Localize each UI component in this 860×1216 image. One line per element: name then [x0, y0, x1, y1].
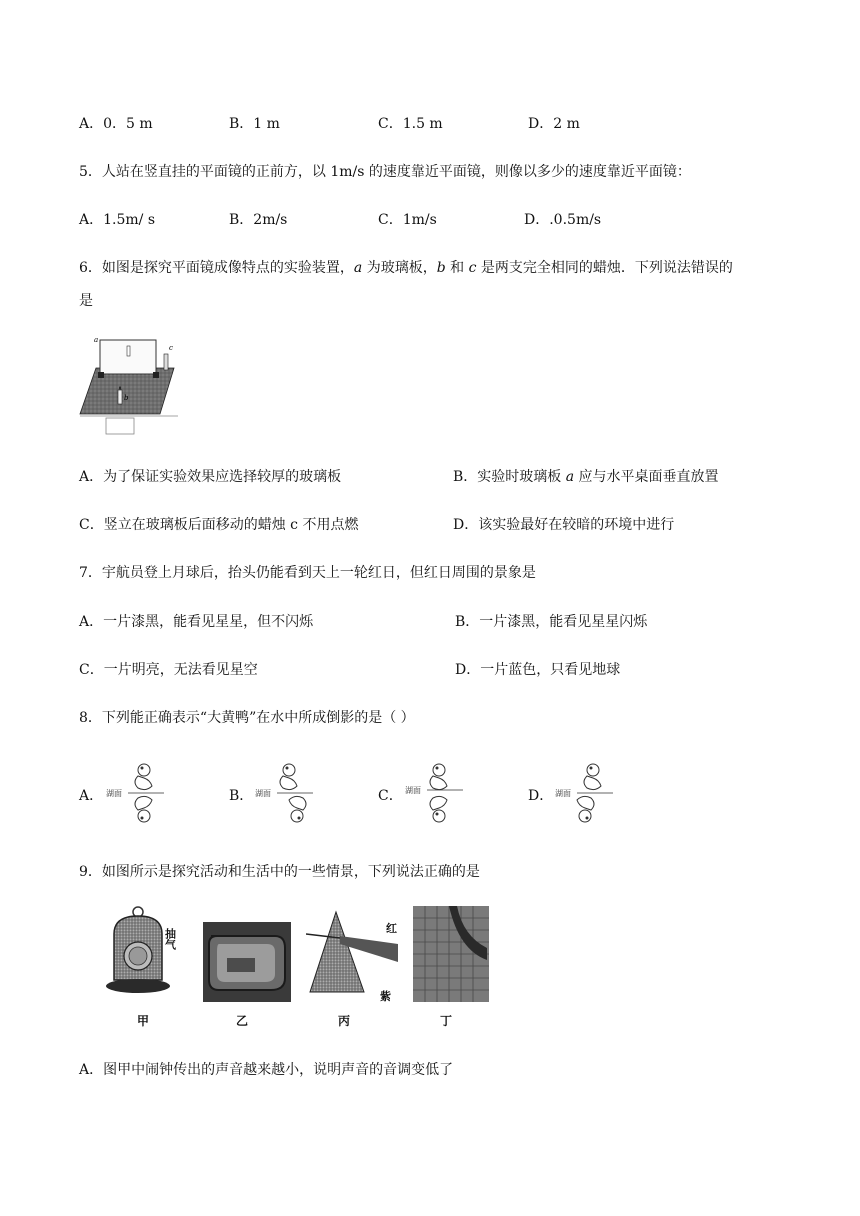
q9-label-chou: 抽气 [163, 928, 177, 950]
q4-option-a: A．0．5 m [79, 116, 153, 132]
q6-figure-label-b: b [124, 394, 129, 402]
q9-caption-ding: 丁 [440, 1014, 453, 1028]
q5-option-b: B．2m/s [229, 212, 288, 228]
q8-duck-figure-a [106, 760, 166, 826]
q9-caption-bing: 丙 [338, 1014, 351, 1028]
q8-option-c: C． [378, 788, 403, 804]
q9-label-red: 红 [386, 922, 397, 935]
q7-option-b: B．一片漆黑，能看见星星闪烁 [455, 614, 648, 630]
q6-figure-label-a: a [94, 336, 99, 344]
q7-option-d: D．一片蓝色，只看见地球 [455, 662, 621, 678]
q8-lake-label-d: 湖面 [555, 789, 571, 798]
q6-figure-label-c: c [169, 344, 173, 352]
q6-option-d: D．该实验最好在较暗的环境中进行 [453, 517, 675, 533]
q8-lake-label-a: 湖面 [106, 789, 122, 798]
q8-duck-figure-b [255, 760, 315, 826]
q8-duck-figure-c [405, 760, 465, 826]
q5-stem: 5．人站在竖直挂的平面镜的正前方，以 1m/s 的速度靠近平面镜，则像以多少的速度靠近平面镜： [79, 164, 691, 180]
q9-label-purple: 紫 [380, 990, 391, 1002]
q9-option-a: A．图甲中闹钟传出的声音越来越小，说明声音的音调变低了 [79, 1062, 454, 1078]
q7-option-c: C．一片明亮，无法看见星空 [79, 662, 258, 678]
q6-stem: 6．如图是探究平面镜成像特点的实验装置，a 为玻璃板，b 和 c 是两支完全相同的蜡烛．下列说法错误的 [79, 260, 733, 276]
q4-option-b: B．1 m [229, 116, 280, 132]
q8-option-a: A． [79, 788, 104, 804]
q9-photo-ding-building [413, 906, 489, 1002]
q9-stem: 9．如图所示是探究活动和生活中的一些情景，下列说法正确的是 [79, 864, 480, 880]
q6-option-c: C．竖立在玻璃板后面移动的蜡烛 c 不用点燃 [79, 517, 359, 533]
q8-stem: 8．下列能正确表示“大黄鸭”在水中所成倒影的是（ ） [79, 710, 415, 726]
q6-figure-mirror-experiment [78, 334, 180, 436]
q9-photo-jia-bell-jar [104, 904, 188, 1000]
q7-option-a: A．一片漆黑，能看见星星，但不闪烁 [79, 614, 314, 630]
q4-option-d: D．2 m [528, 116, 580, 132]
q6-option-a: A．为了保证实验效果应选择较厚的玻璃板 [79, 469, 342, 485]
q6-option-b: B．实验时玻璃板 a 应与水平桌面垂直放置 [453, 469, 719, 485]
q5-option-a: A．1.5m/ s [79, 212, 156, 228]
q9-caption-jia: 甲 [137, 1014, 150, 1028]
q5-option-d: D．.0.5m/s [524, 212, 602, 228]
q6-stem-line2: 是 [79, 293, 93, 309]
q4-option-c: C．1.5 m [378, 116, 443, 132]
q8-option-d: D． [528, 788, 554, 804]
q9-photo-bing-prism [306, 904, 402, 1002]
q5-option-c: C．1m/s [378, 212, 437, 228]
q8-duck-figure-d [555, 760, 615, 826]
q8-lake-label-b: 湖面 [255, 789, 271, 798]
q7-stem: 7．宇航员登上月球后，抬头仍能看到天上一轮红日，但红日周围的景象是 [79, 565, 536, 581]
q9-caption-yi: 乙 [236, 1014, 249, 1028]
q8-lake-label-c: 湖面 [405, 786, 421, 795]
q9-photo-yi-car-mirror [203, 922, 291, 1002]
q8-option-b: B． [229, 788, 254, 804]
